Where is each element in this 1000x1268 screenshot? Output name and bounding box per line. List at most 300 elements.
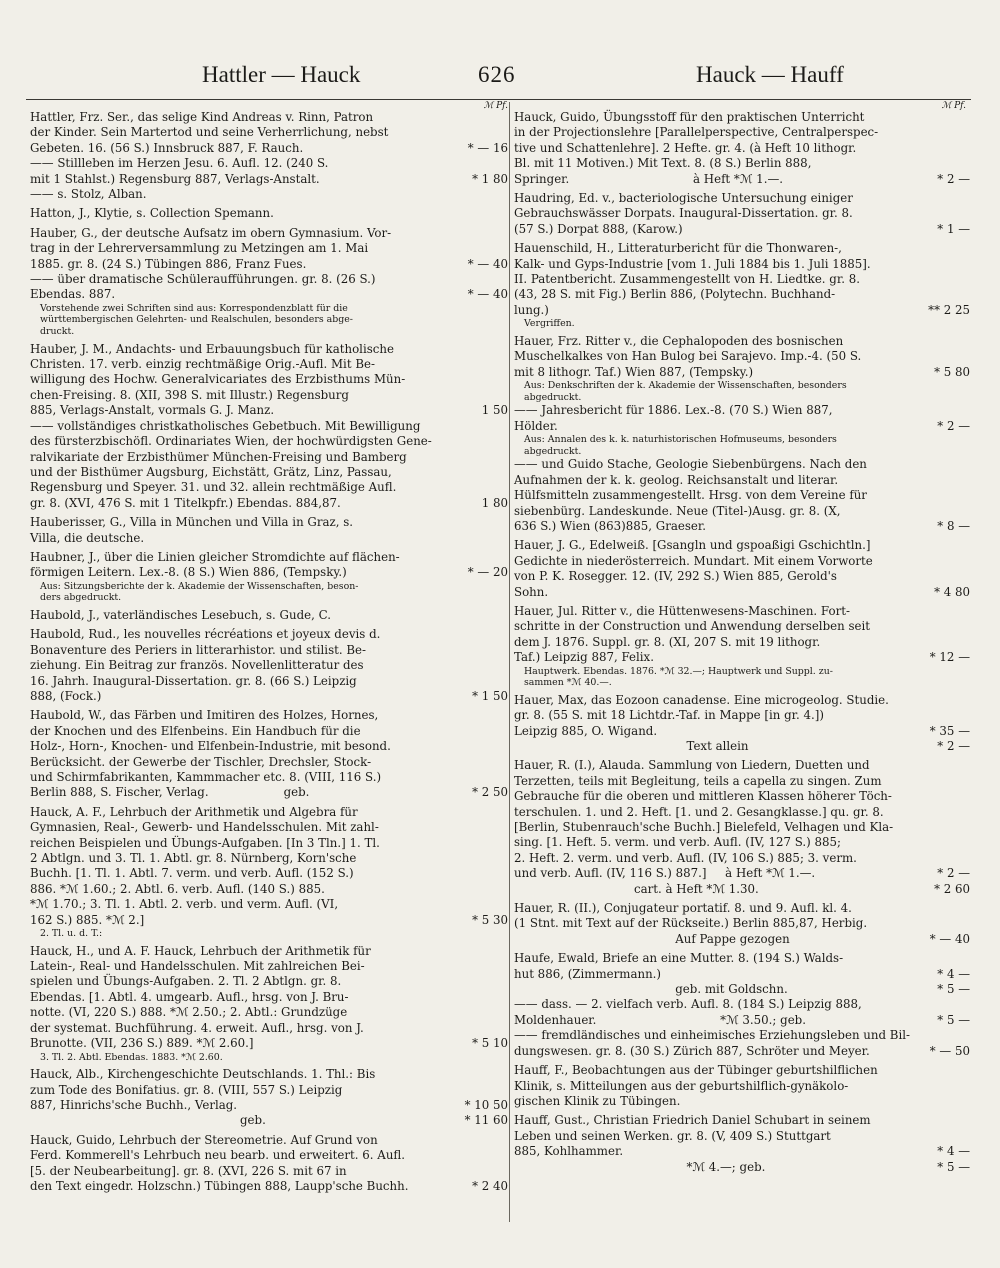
entry-text-line xyxy=(514,1113,966,1128)
entry-text: Hauck, A. F., Lehrbuch der Arithmetik und Algebra für xyxy=(30,804,358,819)
entry-note-line xyxy=(30,928,508,940)
price: * 10 50 xyxy=(464,1097,508,1112)
entry-text: —— s. Stolz, Alban. xyxy=(30,187,147,202)
price: * 2 — xyxy=(937,418,970,433)
price: * 11 60 xyxy=(464,1113,508,1128)
column-divider xyxy=(509,102,510,1222)
catalog-entry xyxy=(514,110,970,187)
entry-note-line xyxy=(30,581,508,593)
entry-text-line xyxy=(30,866,508,881)
entry-text: abgedruckt. xyxy=(524,391,582,403)
entry-text-line xyxy=(30,419,508,434)
entry-text: Hauenschild, H., Litteraturbericht für die Thonwaren-, xyxy=(514,241,842,256)
catalog-entry xyxy=(514,1113,970,1175)
entry-text: Hauber, G., der deutsche Aufsatz im obern Gymnasium. Vor- xyxy=(30,225,392,240)
entry-text-line xyxy=(514,619,966,634)
entry-text-line xyxy=(30,357,508,372)
entry-text: Hauer, Frz. Ritter v., die Cephalopoden des bosnischen xyxy=(514,333,844,348)
entry-text-line xyxy=(514,866,970,881)
price: * 5 — xyxy=(937,982,970,997)
entry-text: II. Patentbericht. Zusammengestellt von H. Liedtke. gr. 8. xyxy=(514,272,860,287)
entry-text-line xyxy=(514,403,966,418)
entry-text: Haudring, Ed. v., bacteriologische Untersuchung einiger xyxy=(514,191,853,206)
entry-text: Klinik, s. Mitteilungen aus der geburtshilflich-gynäkolo- xyxy=(514,1078,849,1093)
price: * — 20 xyxy=(467,565,508,580)
entry-text-line xyxy=(514,901,966,916)
price: * 5 — xyxy=(937,1159,970,1174)
entry-text: Haubner, J., über die Linien gleicher Stromdichte auf flächen- xyxy=(30,549,400,564)
entry-text: Ferd. Kommerell's Lehrbuch neu bearb. und erweitert. 6. Aufl. xyxy=(30,1148,406,1163)
entry-text-line xyxy=(30,1179,508,1194)
catalog-entry xyxy=(514,538,970,600)
entry-text-line xyxy=(514,457,966,472)
entry-text-line xyxy=(30,480,508,495)
entry-text: spielen und Übungs-Aufgaben. 2. Tl. 2 Abtlgn. gr. 8. xyxy=(30,974,342,989)
entry-text: Hauer, J. G., Edelweiß. [Gsangln und gspoaßigi Gschichtln.] xyxy=(514,538,871,553)
entry-text: sammen *ℳ 40.—. xyxy=(524,677,612,689)
catalog-entry xyxy=(30,515,508,546)
price: 1 50 xyxy=(481,403,508,418)
entry-text-line xyxy=(514,504,966,519)
price: * 5 10 xyxy=(472,1036,508,1051)
entry-text: 2. Tl. u. d. T.: xyxy=(40,928,103,940)
entry-text-line xyxy=(514,951,966,966)
entry-text-line xyxy=(30,172,508,187)
entry-text: 886. *ℳ 1.60.; 2. Abtl. 6. verb. Aufl. (140 S.) 885. xyxy=(30,881,325,896)
entry-text: Haubold, W., das Färben und Imitiren des Holzes, Hornes, xyxy=(30,708,379,723)
entry-text: Villa, die deutsche. xyxy=(30,530,145,545)
price: * 2 — xyxy=(937,171,970,186)
entry-text: Hauber, J. M., Andachts- und Erbauungsbuch für katholische xyxy=(30,341,394,356)
entry-text: Aus: Sitzungsberichte der k. Akademie der Wissenschaften, beson- xyxy=(40,580,359,592)
entry-text-line xyxy=(514,1129,966,1144)
entry-text: Hauer, Jul. Ritter v., die Hüttenwesens-Maschinen. Fort- xyxy=(514,603,850,618)
entry-text: Hauff, F., Beobachtungen aus der Tübinger geburtshilflichen xyxy=(514,1063,878,1078)
price: * 35 — xyxy=(929,723,970,738)
entry-text: notte. (VI, 220 S.) 888. *ℳ 2.50.; 2. Abtl.: Grundzüge xyxy=(30,1005,348,1020)
entry-text: 162 S.) 885. *ℳ 2.] xyxy=(30,912,145,927)
entry-text: Auf Pappe gezogen xyxy=(514,931,790,946)
entry-text: und der Bisthümer Augsburg, Eichstätt, Grätz, Linz, Passau, xyxy=(30,464,392,479)
price: * 4 — xyxy=(937,1144,970,1159)
entry-text-line xyxy=(30,836,508,851)
entry-text-line xyxy=(30,1113,508,1128)
entry-text-line xyxy=(30,226,508,241)
entry-text: gr. 8. (XVI, 476 S. mit 1 Titelkpfr.) Ebendas. 884,87. xyxy=(30,495,341,510)
catalog-entry xyxy=(30,608,508,623)
entry-text: (1 Stnt. mit Text auf der Rückseite.) Berlin 885,87, Herbig. xyxy=(514,916,868,931)
entry-text: Gymnasien, Real-, Gewerb- und Handelsschulen. Mit zahl- xyxy=(30,820,379,835)
entry-text: 2 Abtlgn. und 3. Tl. 1. Abtl. gr. 8. Nürnberg, Korn'sche xyxy=(30,851,357,866)
entry-text: Hauck, Guido, Übungsstoff für den praktischen Unterricht xyxy=(514,110,865,124)
entry-text-line xyxy=(514,364,970,380)
entry-text-line xyxy=(30,944,508,959)
entry-text: 885, Verlags-Anstalt, vormals G. J. Manz. xyxy=(30,403,275,418)
entry-text: 16. Jahrh. Inaugural-Dissertation. gr. 8. (66 S.) Leipzig xyxy=(30,673,357,688)
entry-text: ders abgedruckt. xyxy=(40,592,122,604)
entry-text: den Text eingedr. Holzschn.) Tübingen 888, Laupp'sche Buchh. xyxy=(30,1178,409,1193)
entry-note-line xyxy=(514,446,966,458)
entry-text: des fürsterzbischöfl. Ordinariates Wien, der hochwürdigsten Gene- xyxy=(30,434,432,449)
entry-text-line xyxy=(30,689,508,704)
price: ** 2 25 xyxy=(928,302,970,317)
entry-text-line xyxy=(30,708,508,723)
entry-text: 3. Tl. 2. Abtl. Ebendas. 1883. *ℳ 2.60. xyxy=(40,1051,223,1063)
catalog-entry xyxy=(30,944,508,1063)
price: * — 50 xyxy=(929,1043,970,1058)
entry-text: Hauff, Gust., Christian Friedrich Daniel Schubart in seinem xyxy=(514,1113,871,1128)
entry-note-line xyxy=(30,1052,508,1064)
entry-text-line xyxy=(514,997,966,1012)
currency-label: ℳ Pf. xyxy=(483,101,508,111)
entry-text: Holz-, Horn-, Knochen- und Elfenbein-Industrie, mit besond. xyxy=(30,739,391,754)
entry-text: Bl. mit 11 Motiven.) Mit Text. 8. (8 S.) Berlin 888, xyxy=(514,156,812,171)
catalog-entry xyxy=(514,603,970,689)
entry-text-line xyxy=(30,739,508,754)
entry-text-line xyxy=(30,388,508,403)
entry-text: (57 S.) Dorpat 888, (Karow.) xyxy=(514,221,683,236)
entry-text-line xyxy=(30,1148,508,1163)
entry-text: dungswesen. gr. 8. (30 S.) Zürich 887, Schröter und Meyer. xyxy=(514,1043,870,1058)
price: * 1 80 xyxy=(472,171,508,186)
catalog-entry xyxy=(514,901,970,947)
entry-text: druckt. xyxy=(40,326,75,338)
entry-text-line xyxy=(30,241,508,256)
entry-text: Buchh. [1. Tl. 1. Abtl. 7. verm. und verb. Aufl. (152 S.) xyxy=(30,866,354,881)
entry-text-line xyxy=(514,156,966,171)
entry-text-line xyxy=(514,982,970,997)
entry-text: abgedruckt. xyxy=(524,445,582,457)
entry-text-line xyxy=(30,403,508,418)
entry-text-line xyxy=(514,604,966,619)
entry-text: Leipzig 885, O. Wigand. xyxy=(514,723,658,738)
entry-text: 888, (Fock.) xyxy=(30,688,102,703)
entry-text-line xyxy=(514,1063,966,1078)
entry-text: Hattler, Frz. Ser., das selige Kind Andreas v. Rinn, Patron xyxy=(30,110,374,124)
entry-text-line xyxy=(30,959,508,974)
entry-text: Hauer, R. (I.), Alauda. Sammlung von Liedern, Duetten und xyxy=(514,758,870,773)
price: * — 40 xyxy=(467,256,508,271)
left-column xyxy=(30,102,508,1194)
price: * 8 — xyxy=(937,518,970,533)
entry-text: Hauck, Guido, Lehrbuch der Stereometrie. Auf Grund von xyxy=(30,1132,378,1147)
price: 1 80 xyxy=(481,495,508,510)
entry-note-line xyxy=(30,303,508,315)
entry-text-line xyxy=(514,1028,966,1043)
entry-text-line xyxy=(514,1094,966,1109)
entry-text-line xyxy=(30,496,508,511)
entry-text-line xyxy=(30,187,508,202)
catalog-entry xyxy=(514,333,970,534)
entry-text-line xyxy=(30,206,508,221)
entry-text: terschulen. 1. und 2. Heft. [1. und 2. Gesangklasse.] qu. gr. 8. xyxy=(514,804,884,819)
entry-text: Taf.) Leipzig 887, Felix. xyxy=(514,650,654,665)
entry-text: willigung des Hochw. Generalvicariates des Erzbisthums Mün- xyxy=(30,372,406,387)
entry-text: der systemat. Buchführung. 4. erweit. Aufl., hrsg. von J. xyxy=(30,1020,364,1035)
entry-text: Berücksicht. der Gewerbe der Tischler, Drechsler, Stock- xyxy=(30,754,372,769)
entry-text: Vorstehende zwei Schriften sind aus: Korrespondenzblatt für die xyxy=(40,302,348,314)
entry-text-line xyxy=(514,835,966,850)
entry-text: Berlin 888, S. Fischer, Verlag. geb. xyxy=(30,785,310,800)
entry-text: Hölder. xyxy=(514,418,558,433)
price: * 5 30 xyxy=(472,912,508,927)
price: * 1 — xyxy=(937,221,970,236)
entry-text-line xyxy=(514,1012,970,1028)
entry-text-line xyxy=(514,1043,970,1059)
entry-text: Latein-, Real- und Handelsschulen. Mit zahlreichen Bei- xyxy=(30,959,365,974)
entry-note-line xyxy=(514,666,966,678)
entry-text-line xyxy=(30,125,508,140)
entry-text: schritte in der Construction und Anwendung derselben seit xyxy=(514,619,871,634)
running-header xyxy=(0,62,1000,96)
entry-text-line xyxy=(514,881,970,897)
entry-text-line xyxy=(30,1067,508,1082)
entry-text: 885, Kohlhammer. xyxy=(514,1144,624,1159)
entry-text: geb. mit Goldschn. xyxy=(514,982,788,997)
entry-text: förmigen Leitern. Lex.-8. (8 S.) Wien 886, (Tempsky.) xyxy=(30,565,347,580)
catalog-entry xyxy=(30,805,508,940)
price: * 2 60 xyxy=(934,881,970,896)
entry-text: Gebeten. 16. (56 S.) Innsbruck 887, F. Rauch. xyxy=(30,140,304,155)
entry-text: —— fremdländisches und einheimisches Erziehungsleben und Bil- xyxy=(514,1028,910,1043)
price: * 5 — xyxy=(937,1012,970,1027)
entry-text-line xyxy=(30,257,508,272)
entry-text-line xyxy=(514,518,970,534)
entry-text: Aus: Denkschriften der k. Akademie der Wissenschaften, besonders xyxy=(524,380,847,392)
catalog-entry xyxy=(514,241,970,330)
entry-text-line xyxy=(514,820,966,835)
entry-text: *ℳ 4.—; geb. xyxy=(514,1159,766,1174)
entry-text-line xyxy=(30,287,508,302)
entry-text-line xyxy=(30,627,508,642)
entry-text-line xyxy=(514,257,966,272)
entry-text: Springer. à Heft *ℳ 1.—. xyxy=(514,171,783,186)
entry-text-line xyxy=(514,538,966,553)
header-left-catchword: Hattler — Hauck xyxy=(202,62,361,87)
entry-text-line xyxy=(30,515,508,530)
entry-text-line xyxy=(30,531,508,546)
entry-text-line xyxy=(30,851,508,866)
entry-text-line xyxy=(514,125,966,140)
entry-text: mit 8 lithogr. Taf.) Wien 887, (Tempsky.) xyxy=(514,364,754,379)
entry-text-line xyxy=(514,171,970,187)
entry-text-line xyxy=(514,774,966,789)
entry-text: gr. 8. (55 S. mit 18 Lichtdr.-Taf. in Mappe [in gr. 4.]) xyxy=(514,708,824,723)
entry-text-line xyxy=(514,302,970,318)
price: * 2 40 xyxy=(472,1178,508,1193)
entry-text-line xyxy=(514,1079,966,1094)
entry-text-line xyxy=(30,565,508,580)
entry-text-line xyxy=(514,635,966,650)
entry-text: sing. [1. Heft. 5. verm. und verb. Aufl. (IV, 127 S.) 885; xyxy=(514,835,841,850)
entry-text: der Kinder. Sein Martertod und seine Verherrlichung, nebst xyxy=(30,125,389,140)
entry-text-line xyxy=(514,473,966,488)
catalog-entry xyxy=(30,110,508,202)
entry-text-line xyxy=(30,465,508,480)
entry-text-line xyxy=(30,882,508,897)
entry-text: reichen Beispielen und Übungs-Aufgaben. [In 3 Tln.] 1. Tl. xyxy=(30,835,380,850)
entry-text-line xyxy=(30,674,508,689)
entry-text-line xyxy=(514,206,966,221)
entry-text-line xyxy=(30,820,508,835)
entry-text-line xyxy=(514,110,966,125)
entry-text-line xyxy=(30,724,508,739)
entry-text: Hauberisser, G., Villa in München und Villa in Graz, s. xyxy=(30,515,354,530)
entry-text: —— über dramatische Schüleraufführungen. gr. 8. (26 S.) xyxy=(30,272,376,287)
entry-text-line xyxy=(514,272,966,287)
entry-text: Kalk- und Gyps-Industrie [vom 1. Juli 1884 bis 1. Juli 1885]. xyxy=(514,256,871,271)
entry-text: Moldenhauer. *ℳ 3.50.; geb. xyxy=(514,1012,806,1027)
entry-text-line xyxy=(514,569,966,584)
page-number: 626 xyxy=(478,62,516,87)
entry-text: Vergriffen. xyxy=(524,318,575,330)
entry-text-line xyxy=(30,1083,508,1098)
entry-text: Leben und seinen Werken. gr. 8. (V, 409 S.) Stuttgart xyxy=(514,1128,831,1143)
entry-note-line xyxy=(514,380,966,392)
entry-text: Haufe, Ewald, Briefe an eine Mutter. 8. (194 S.) Walds- xyxy=(514,951,844,966)
entry-text: Gedichte in niederösterreich. Mundart. Mit einem Vorworte xyxy=(514,553,873,568)
entry-text-line xyxy=(30,110,508,125)
entry-text-line xyxy=(30,913,508,928)
catalog-entry xyxy=(30,1133,508,1195)
entry-text-line xyxy=(30,141,508,156)
entry-text: tive und Schattenlehre]. 2 Hefte. gr. 4. (à Heft 10 lithogr. xyxy=(514,140,857,155)
catalog-entry xyxy=(30,226,508,338)
entry-text-line xyxy=(30,770,508,785)
entry-text: Text allein xyxy=(514,738,749,753)
price: * 5 80 xyxy=(934,364,970,379)
entry-text-line xyxy=(30,372,508,387)
entry-text: ralvikariate der Erzbisthümer München-Freising und Bamberg xyxy=(30,449,407,464)
entry-text: Aus: Annalen des k. k. naturhistorischen Hofmuseums, besonders xyxy=(524,434,837,446)
entry-text-line xyxy=(30,805,508,820)
catalog-entry xyxy=(30,627,508,704)
entry-text-line xyxy=(514,758,966,773)
entry-text-line xyxy=(514,931,970,947)
entry-text: und verb. Aufl. (IV, 116 S.) 887.] à Heft *ℳ 1.—. xyxy=(514,866,816,881)
catalog-entry xyxy=(30,342,508,511)
entry-text: Terzetten, teils mit Begleitung, teils a capella zu singen. Zum xyxy=(514,773,882,788)
price: * 2 50 xyxy=(472,785,508,800)
entry-text: (43, 28 S. mit Fig.) Berlin 886, (Polytechn. Buchhand- xyxy=(514,287,836,302)
entry-text-line xyxy=(30,897,508,912)
entry-text-line xyxy=(30,434,508,449)
entry-text-line xyxy=(30,1005,508,1020)
entry-text-line xyxy=(514,723,970,739)
entry-text: Hauck, H., und A. F. Hauck, Lehrbuch der Arithmetik für xyxy=(30,943,371,958)
entry-text: Ebendas. [1. Abtl. 4. umgearb. Aufl., hrsg. von J. Bru- xyxy=(30,989,349,1004)
catalog-entry xyxy=(514,758,970,897)
price: * — 16 xyxy=(467,140,508,155)
entry-text: lung.) xyxy=(514,302,549,317)
entry-text: chen-Freising. 8. (XII, 398 S. mit Illustr.) Regensburg xyxy=(30,387,349,402)
entry-note-line xyxy=(514,318,966,330)
entry-text: württembergischen Gelehrten- und Realschulen, besonders abge- xyxy=(40,314,353,326)
entry-text: von P. K. Rosegger. 12. (IV, 292 S.) Wien 885, Gerold's xyxy=(514,569,837,584)
entry-text: cart. à Heft *ℳ 1.30. xyxy=(514,881,759,896)
catalog-entry xyxy=(514,191,970,237)
entry-text: Aufnahmen der k. k. geolog. Reichsanstalt und literar. xyxy=(514,472,839,487)
entry-text-line xyxy=(30,643,508,658)
entry-text-line xyxy=(30,608,508,623)
entry-text: Haubold, J., vaterländisches Lesebuch, s. Gude, C. xyxy=(30,607,331,622)
entry-text: Sohn. xyxy=(514,584,549,599)
currency-label: ℳ Pf. xyxy=(941,101,966,111)
entry-text-line xyxy=(30,156,508,171)
entry-text-line xyxy=(514,287,966,302)
entry-text: ziehung. Ein Beitrag zur französ. Novellenlitteratur des xyxy=(30,658,364,673)
entry-text: Regensburg und Speyer. 31. und 32. allein rechtmäßige Aufl. xyxy=(30,480,397,495)
entry-text-line xyxy=(514,418,970,434)
entry-text-line xyxy=(30,1021,508,1036)
entry-text: geb. xyxy=(30,1113,266,1128)
entry-text: in der Projectionslehre [Parallelperspective, Centralperspec- xyxy=(514,125,879,140)
entry-text: Hatton, J., Klytie, s. Collection Spemann. xyxy=(30,206,274,221)
price: * 1 50 xyxy=(472,688,508,703)
entry-text: [Berlin, Stubenrauch'sche Buchh.] Bielefeld, Velhagen und Kla- xyxy=(514,820,894,834)
price: * — 40 xyxy=(467,287,508,302)
entry-text-line xyxy=(514,789,966,804)
entry-note-line xyxy=(514,434,966,446)
entry-text-line xyxy=(514,1144,970,1159)
entry-text-line xyxy=(30,990,508,1005)
entry-note-line xyxy=(30,314,508,326)
entry-text-line xyxy=(514,221,970,237)
entry-text-line xyxy=(514,241,966,256)
entry-text-line xyxy=(514,851,966,866)
entry-text: —— Stillleben im Herzen Jesu. 6. Aufl. 12. (240 S. xyxy=(30,156,329,171)
entry-text-line xyxy=(30,658,508,673)
entry-text-line xyxy=(30,450,508,465)
entry-text-line xyxy=(514,916,966,931)
entry-text: 887, Hinrichs'sche Buchh., Verlag. xyxy=(30,1097,238,1112)
entry-text: —— vollständiges christkatholisches Gebetbuch. Mit Bewilligung xyxy=(30,418,421,433)
entry-text-line xyxy=(514,738,970,754)
entry-text: mit 1 Stahlst.) Regensburg 887, Verlags-Anstalt. xyxy=(30,171,320,186)
entry-text-line xyxy=(514,805,966,820)
catalog-entry xyxy=(30,708,508,800)
price: * 2 — xyxy=(937,866,970,881)
entry-text-line xyxy=(30,974,508,989)
entry-text-line xyxy=(514,488,966,503)
entry-text-line xyxy=(30,1133,508,1148)
catalog-entry xyxy=(514,951,970,1059)
price: * 12 — xyxy=(929,650,970,665)
catalog-entry xyxy=(514,692,970,755)
price: * — 40 xyxy=(929,931,970,946)
entry-note-line xyxy=(514,392,966,404)
entry-text: Bonaventure des Periers in litterarhistor. und stilist. Be- xyxy=(30,642,367,657)
entry-text: und Schirmfabrikanten, Kammmacher etc. 8. (VIII, 116 S.) xyxy=(30,770,382,784)
entry-text: Hauptwerk. Ebendas. 1876. *ℳ 32.—; Hauptwerk und Suppl. zu- xyxy=(524,665,833,677)
entry-text-line xyxy=(514,693,966,708)
entry-text: —— und Guido Stache, Geologie Siebenbürgens. Nach den xyxy=(514,457,867,472)
entry-text: [5. der Neubearbeitung]. gr. 8. (XVI, 226 S. mit 67 in xyxy=(30,1163,347,1178)
entry-note-line xyxy=(30,326,508,338)
entry-text: 2. Heft. 2. verm. und verb. Aufl. (IV, 106 S.) 885; 3. verm. xyxy=(514,850,857,865)
entry-text: Hauer, R. (II.), Conjugateur portatif. 8. und 9. Aufl. kl. 4. xyxy=(514,901,852,916)
entry-text-line xyxy=(30,1036,508,1051)
entry-text: der Knochen und des Elfenbeins. Ein Handbuch für die xyxy=(30,723,361,738)
entry-text: gischen Klinik zu Tübingen. xyxy=(514,1093,681,1108)
entry-text-line xyxy=(30,785,508,800)
entry-text: —— Jahresbericht für 1886. Lex.-8. (70 S.) Wien 887, xyxy=(514,403,833,418)
entry-text: siebenbürg. Landeskunde. Neue (Titel-)Ausg. gr. 8. (X, xyxy=(514,503,841,518)
entry-text-line xyxy=(30,1164,508,1179)
entry-text: dem J. 1876. Suppl. gr. 8. (XI, 207 S. mit 19 lithogr. xyxy=(514,634,821,649)
entry-text: Gebrauchswässer Dorpats. Inaugural-Dissertation. gr. 8. xyxy=(514,206,853,221)
entry-text-line xyxy=(514,554,966,569)
